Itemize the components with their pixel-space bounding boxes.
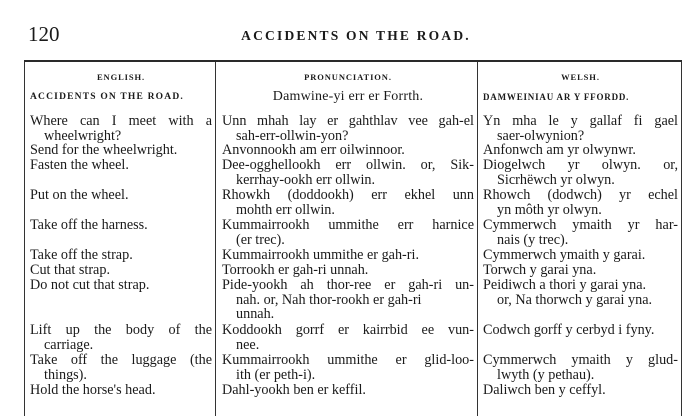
entry-english-9: Take off the luggage (the things).	[30, 352, 212, 383]
table-left-border	[24, 62, 25, 416]
entry-pronunciation-6: Torrookh er gah-ri unnah.	[222, 262, 369, 278]
entry-english-2: Fasten the wheel.	[30, 157, 129, 173]
section-title-pronunciation: Damwine-yi err er Forrth.	[272, 89, 424, 104]
column-welsh	[483, 62, 678, 398]
entry-pronunciation-3: Rhowkh (doddookh) err ekhel unn mohth err ollwin.	[222, 187, 474, 218]
section-title-welsh: DAMWEINIAU AR Y FFORDD.	[483, 92, 630, 102]
section-title-english: ACCIDENTS ON THE ROAD.	[30, 92, 184, 102]
entry-welsh-9: Cymmerwch ymaith y glud- lwyth (y pethau).	[483, 352, 678, 383]
entry-english-10: Hold the horse's head.	[30, 382, 156, 398]
entry-welsh-2: Diogelwch yr olwyn. or, Sicrhëwch yr olwyn.	[483, 157, 678, 188]
entry-english-0: Where can I meet with a wheelwright?	[30, 113, 212, 144]
entry-pronunciation-0: Unn mhah lay er gahthlav vee gah-el sah-err-ollwin-yon?	[222, 113, 474, 144]
entry-english-4: Take off the harness.	[30, 217, 148, 233]
column-header-welsh: WELSH.	[561, 72, 600, 82]
entry-english-6: Cut that strap.	[30, 262, 110, 278]
entry-english-5: Take off the strap.	[30, 247, 133, 263]
entry-pronunciation-2: Dee-ogghellookh err ollwin. or, Sik- kerrhay-ookh err ollwin.	[222, 157, 474, 188]
entry-welsh-3: Rhowch (dodwch) yr echel yn môth yr olwyn.	[483, 187, 678, 218]
entry-welsh-10: Daliwch ben y ceffyl.	[483, 382, 606, 398]
entry-pronunciation-9: Kummairrookh ummithe er glid-loo- ith (er peth-i).	[222, 352, 474, 383]
entry-welsh-1: Anfonwch am yr olwynwr.	[483, 142, 636, 158]
column-english	[30, 62, 212, 398]
page-number: 120	[28, 22, 60, 46]
column-header-pronunciation: PRONUNCIATION.	[304, 72, 392, 82]
entry-welsh-0: Yn mha le y gallaf fi gael saer-olwynion?	[483, 113, 678, 144]
running-head: ACCIDENTS ON THE ROAD.	[241, 28, 471, 43]
entry-pronunciation-5: Kummairrookh ummithe er gah-ri.	[222, 247, 419, 263]
column-divider-2	[477, 62, 478, 416]
entry-pronunciation-10: Dahl-yookh ben er keffil.	[222, 382, 366, 398]
table-right-border	[681, 62, 682, 416]
column-divider-1	[215, 62, 216, 416]
entry-pronunciation-1: Anvonnookh am err oilwinnoor.	[222, 142, 405, 158]
entry-welsh-6: Torwch y garai yna.	[483, 262, 597, 278]
entry-welsh-5: Cymmerwch ymaith y garai.	[483, 247, 646, 263]
entry-welsh-8: Codwch gorff y cerbyd i fyny.	[483, 322, 655, 338]
entry-pronunciation-7: Pide-yookh ah thor-ree er gah-ri un- nah. or, Nah thor-rookh er gah-ri unnah.	[222, 277, 474, 323]
entry-english-8: Lift up the body of the carriage.	[30, 322, 212, 353]
column-pronunciation	[222, 62, 474, 398]
entry-english-7: Do not cut that strap.	[30, 277, 150, 293]
entry-welsh-4: Cymmerwch ymaith yr har- nais (y trec).	[483, 217, 678, 248]
entry-pronunciation-4: Kummairrookh ummithe err harnice (er trec).	[222, 217, 474, 248]
column-header-english: ENGLISH.	[96, 72, 146, 82]
entry-pronunciation-8: Koddookh gorrf er kairrbid ee vun- nee.	[222, 322, 474, 353]
entry-english-1: Send for the wheelwright.	[30, 142, 178, 158]
entry-welsh-7: Peidiwch a thori y garai yna. or, Na thorwch y garai yna.	[483, 277, 653, 308]
entry-english-3: Put on the wheel.	[30, 187, 129, 203]
